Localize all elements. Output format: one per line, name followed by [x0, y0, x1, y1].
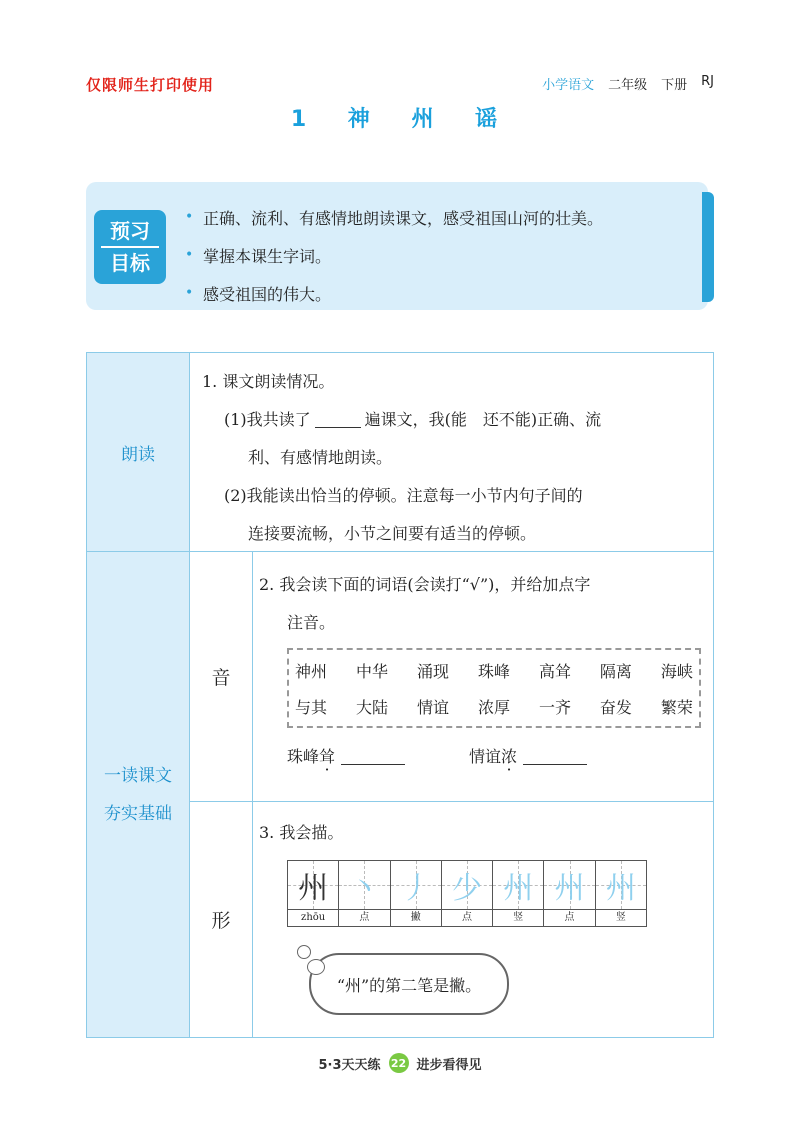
q1-part2: (2)我能读出恰当的停顿。注意每一小节内句子间的: [224, 485, 583, 505]
word-item[interactable]: 中华: [355, 661, 388, 681]
print-notice: 仅限师生打印使用: [86, 76, 215, 94]
stroke-char: 丿: [400, 871, 431, 906]
stroke-label: 竖: [513, 912, 524, 923]
page-number: 22: [389, 1053, 409, 1073]
stroke-label: 撇: [410, 912, 421, 923]
q1-cell: [190, 353, 714, 552]
word-item[interactable]: 海峡: [660, 661, 693, 681]
stroke-cell-char-box[interactable]: [339, 861, 389, 910]
stroke-cell: [596, 861, 646, 926]
cloud-bubble: [307, 959, 325, 975]
edition: RJ: [701, 74, 714, 89]
footer-brand: 5·3天天练: [318, 1057, 381, 1073]
word-item[interactable]: 浓厚: [477, 697, 510, 717]
dotted-char: 浓 ·: [501, 744, 517, 767]
word-item[interactable]: 一齐: [538, 697, 571, 717]
goals-badge-line1: 预习: [110, 219, 150, 243]
bullet-icon: •: [185, 209, 194, 225]
q3-title: 3. 我会描。: [259, 822, 344, 842]
stroke-cell: [442, 861, 493, 926]
goals-badge: [94, 210, 166, 284]
grade: 二年级: [608, 78, 648, 93]
stroke-cell-char-box[interactable]: [391, 861, 441, 910]
subject: 小学语文: [542, 78, 595, 93]
exercise-table: [86, 352, 714, 1038]
stroke-cell-char-box: [288, 861, 338, 910]
basics-label: [87, 552, 190, 1038]
pinyin-fill-row: 珠峰 耸 · 情谊 浓 ·: [259, 736, 713, 774]
stroke-cell-char-box[interactable]: [493, 861, 543, 910]
stroke-char: 丶: [349, 871, 380, 906]
stroke-cell: [391, 861, 442, 926]
goal-item: • 掌握本课生字词。: [185, 246, 332, 266]
stroke-label: 竖: [615, 912, 626, 923]
cloud-text: “州”的第二笔是撇。: [336, 975, 482, 995]
q1-part1: (1)我共读了 遍课文，我(能 还不能)正确、流: [224, 409, 602, 429]
q1-part2-cont: 连接要流畅，小节之间要有适当的停顿。: [248, 523, 537, 543]
stroke-label: zhōu: [301, 912, 326, 923]
stroke-cell: [339, 861, 390, 926]
goal-item: • 正确、流利、有感情地朗读课文，感受祖国山河的壮美。: [185, 208, 604, 228]
stroke-label: 点: [461, 912, 472, 923]
word-item[interactable]: 与其: [295, 697, 328, 717]
page-footer: [0, 1053, 800, 1073]
basics-label-line1: 一读课文: [104, 765, 172, 786]
stroke-cell-char-box[interactable]: [442, 861, 492, 910]
dotted-char: 耸 ·: [319, 744, 335, 767]
stroke-label: 点: [359, 912, 370, 923]
read-count-blank[interactable]: [315, 409, 361, 428]
stroke-cell: [288, 861, 339, 926]
footer-slogan: 进步看得见: [416, 1057, 482, 1073]
shape-label: 形: [190, 802, 253, 1038]
lesson-title: 1 神 州 谣: [290, 107, 510, 132]
stroke-char: 州: [503, 871, 534, 906]
word-item[interactable]: 高耸: [538, 661, 571, 681]
stroke-cell: [544, 861, 595, 926]
word-item[interactable]: 大陆: [355, 697, 388, 717]
word-item[interactable]: 奋发: [599, 697, 632, 717]
book-info: [542, 74, 714, 93]
cloud-bubble: [297, 945, 311, 959]
q2-instruction-cont: 注音。: [287, 612, 336, 632]
word-item[interactable]: 隔离: [599, 661, 632, 681]
word-item[interactable]: 涌现: [416, 661, 449, 681]
volume: 下册: [661, 78, 688, 93]
goals-list: [185, 198, 603, 312]
stroke-label: 点: [564, 912, 575, 923]
word-list-box: [287, 648, 701, 728]
word-row-2: [295, 688, 693, 724]
stroke-char: 州: [554, 871, 585, 906]
stroke-cell: [493, 861, 544, 926]
stroke-order-grid: [287, 860, 647, 927]
reading-label: 朗读: [87, 353, 190, 552]
stroke-cell-char-box[interactable]: [596, 861, 646, 910]
bullet-icon: •: [185, 285, 194, 301]
pinyin-blank[interactable]: [341, 746, 405, 765]
pinyin-blank[interactable]: [523, 746, 587, 765]
q3-cell: [253, 802, 714, 1038]
hint-cloud: [309, 953, 509, 1015]
word-item[interactable]: 情谊: [416, 697, 449, 717]
bullet-icon: •: [185, 247, 194, 263]
q1-title: 1. 课文朗读情况。: [202, 371, 335, 391]
goals-side-tab: [702, 192, 714, 302]
word-row-1: [295, 652, 693, 688]
stroke-char: 州: [605, 871, 636, 906]
goal-item: • 感受祖国的伟大。: [185, 284, 332, 304]
q1-part1-cont: 利、有感情地朗读。: [248, 447, 393, 467]
stroke-char: 少: [451, 871, 482, 906]
stroke-char: 州: [298, 871, 329, 906]
q2-instruction: 2. 我会读下面的词语(会读打“√”)，并给加点字: [259, 574, 591, 594]
q2-cell: [253, 552, 714, 802]
word-item[interactable]: 珠峰: [477, 661, 510, 681]
goals-badge-line2: 目标: [101, 246, 159, 278]
sound-label: 音: [190, 552, 253, 802]
basics-label-line2: 夯实基础: [104, 803, 172, 824]
word-item[interactable]: 神州: [295, 661, 328, 681]
stroke-cell-char-box[interactable]: [544, 861, 594, 910]
word-item[interactable]: 繁荣: [660, 697, 693, 717]
